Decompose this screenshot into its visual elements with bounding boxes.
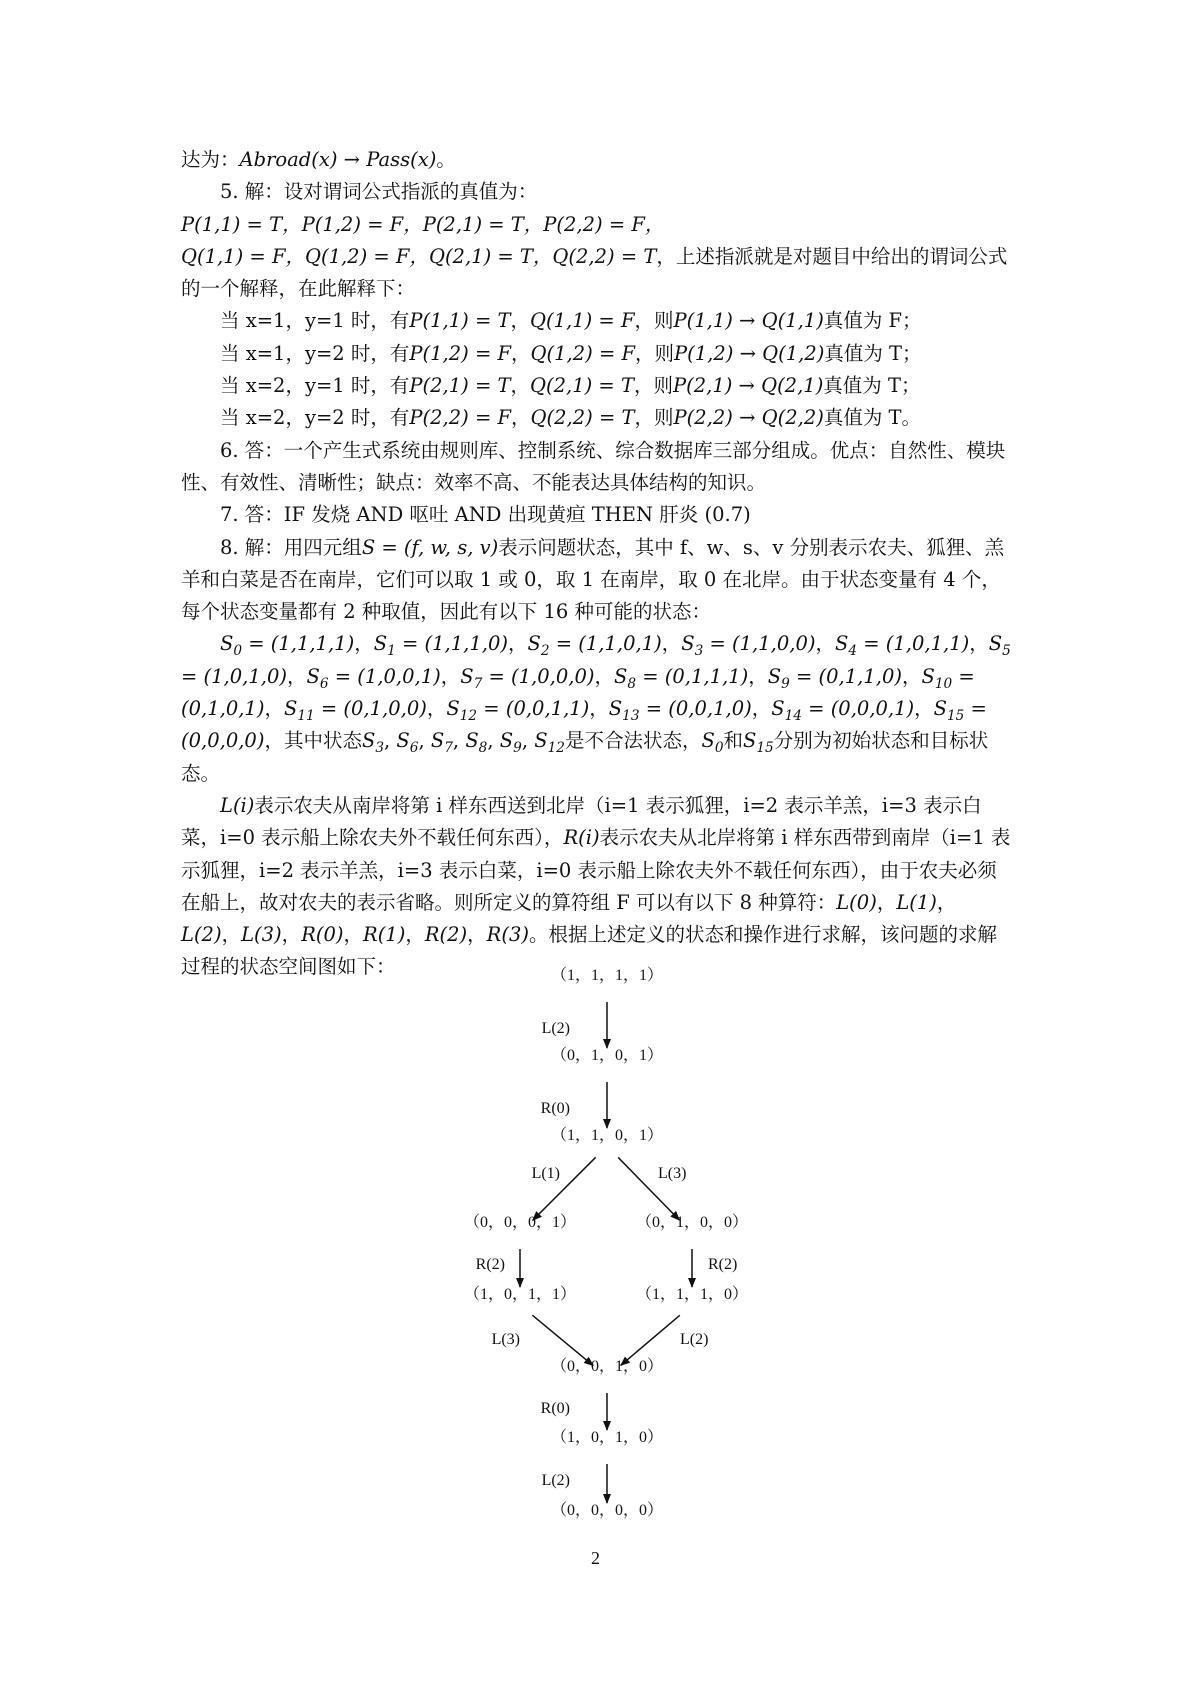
state-index: 13 (622, 707, 640, 724)
operator-item: R(0) (301, 923, 344, 947)
state-value: (0,0,0,1) (830, 697, 915, 721)
operator-item: R(2) (424, 923, 468, 947)
state-index: 10 (934, 675, 953, 692)
state-node: （1，1，1，1） (550, 967, 664, 984)
states-note: 是不合法状态， (564, 729, 702, 753)
paragraph-6: 6. 答：一个产生式系统由规则库、控制系统、综合数据库三部分组成。优点：自然性、模块性、有效性、清晰性；缺点：效率不高、不能表达具体结构的知识。 (181, 438, 1006, 494)
state-symbol: $S_0$ (220, 632, 243, 660)
state-index: 15 (756, 740, 774, 757)
illegal-state: $S_7$ (430, 729, 453, 757)
state-node: （1，0，1，0） (550, 1429, 664, 1446)
case-then: ，则 (633, 374, 673, 398)
case-condition: 当 x=1，y=1 时，有 (220, 309, 410, 333)
state-index: 12 (459, 707, 478, 724)
case-result: 真值为 T； (823, 374, 921, 398)
state-value: (0,0,0,0) (181, 729, 265, 753)
operator-item: L(3) (241, 923, 282, 947)
state-symbol: $S_8$ (614, 664, 637, 692)
operator-label: L(2) (680, 1331, 709, 1348)
illegal-state: $S_6$ (396, 729, 419, 757)
operator-item: L(0) (836, 890, 877, 914)
case-result: 真值为 F； (823, 309, 922, 333)
states-note: ，其中状态 (264, 729, 362, 753)
state-node: （0，0，0，0） (550, 1502, 664, 1519)
state-symbol: $S_{14}$ (771, 697, 802, 724)
state-index: 6 (319, 675, 329, 692)
state-symbol: $S_5$ (988, 632, 1011, 660)
case-then: ，则 (634, 309, 674, 333)
operator-label: L(3) (658, 1165, 687, 1182)
operator-item: L(2) (181, 923, 222, 947)
operator-text: 表示农夫从南岸将第 i 样东西送到北岸（i=1 表示狐狸，i=2 表示羊羔，i=3 表示白菜，i=0 表示船上除农夫外不载任何东西）， (181, 793, 982, 850)
case-condition: 当 x=2，y=1 时，有 (220, 374, 410, 398)
operator-label: L(2) (541, 1020, 570, 1037)
paragraph-7: 7. 答：IF 发烧 AND 呕吐 AND 出现黄疸 THEN 肝炎 (0.7) (220, 503, 751, 527)
state-index: 0 (714, 740, 724, 757)
case-condition: 当 x=1，y=2 时，有 (220, 341, 410, 365)
state-value: (0,0,1,1) (505, 697, 590, 721)
paragraph-8: 8. 解：用四元组S = (f, w, s, v)表示问题状态，其中 f、w、s、v 分别表示农夫、狐狸、羔羊和白菜是否在南岸，它们可以取 1 或 0，取 1 在南岸，取 0 在北岸。由于状态变量有 4 个，每个状态变量都有 2 种取值，因此有以下 16 种可能的状态： (181, 535, 1005, 624)
state-value: (1,1,0,1) (578, 632, 662, 656)
state-index: 5 (1002, 643, 1011, 660)
state-value: (0,1,0,1) (181, 697, 265, 721)
case-line: 当 x=2，y=1 时，有P(2,1) = T，Q(2,1) = T，则P(2,1) → Q(2,1)真值为 T； (220, 374, 921, 398)
state-value: (1,1,1,1) (270, 632, 355, 656)
state-value: (1,0,0,0) (511, 664, 595, 688)
state-index: 12 (547, 740, 565, 757)
state-index: 11 (297, 707, 315, 724)
state-index: 7 (473, 675, 483, 692)
case-q-value: Q(1,1) = F (530, 309, 635, 333)
case-line: 当 x=1，y=2 时，有P(1,2) = F，Q(1,2) = F，则P(1,2) → Q(1,2)真值为 T； (220, 341, 922, 365)
state-node: （0，1，0，1） (550, 1047, 664, 1064)
state-index: 9 (781, 675, 790, 692)
illegal-state: $S_9$ (499, 729, 522, 757)
state-value: (1,1,1,0) (424, 632, 508, 656)
case-implication: P(1,2) → Q(1,2) (674, 341, 825, 365)
states-note: 分别为初始状态和目标状态。 (181, 729, 989, 785)
case-line: 当 x=2，y=2 时，有P(2,2) = F，Q(2,2) = T，则P(2,2) → Q(2,2)真值为 T。 (220, 406, 922, 430)
state-symbol: $S_{11}$ (283, 697, 315, 724)
state-symbol: $S_{13}$ (608, 697, 640, 724)
operator-label: L(2) (541, 1472, 570, 1489)
state-index: 3 (375, 740, 384, 757)
state-symbol: $S_4$ (835, 632, 858, 660)
paragraph-5: 5. 解：设对谓词公式指派的真值为：P(1,1) = T，P(1,2) = F，P(2,1) = T，P(2,2) = F，Q(1,1) = F，Q(1,2) = F，Q(2,1) = T，Q(2,2) = T，上述指派就是对题目中给出的谓词公式的一个解释，在此解释下： (181, 180, 1008, 301)
illegal-state: $S_3$ (361, 729, 384, 757)
state-index: 15 (947, 707, 965, 724)
case-result: 真值为 T； (824, 341, 922, 365)
case-then: ，则 (635, 341, 675, 365)
state-list: $S_0 = (1,1,1,1)$，$S_1 = (1,1,1,0)$，$S_2 = (1,1,0,1)$，$S_3 = (1,1,0,0)$，$S_4 = (1,0,1,1)$，$S_5 = (1,0,1,0)$，$S_6 = (1,0,0,1)$，$S_7 = (1,0,0,0)$，$S_8 = (0,1,1,1)$，$S_9 = (0,1,1,0)$，$S_{10} = (0,1,0,1)$，$S_{11} = (0,1,0,0)$，$S_{12} = (0,0,1,1)$，$S_{13} = (0,0,1,0)$，$S_{14} = (0,0,0,1)$，$S_{15} = (0,0,0,0)$，其中状态$S_3$, $S_6$, $S_7$, $S_8$, $S_9$, $S_{12}$是不合法状态，$S_0$和$S_{15}$分别为初始状态和目标状态。 (181, 632, 1011, 785)
operator-L: L(i) (220, 793, 255, 817)
paragraph-4-end: 达为：Abroad(x) → Pass(x)。 (181, 148, 456, 171)
operator-text: 表示农夫从北岸将第 i 样东西带到南岸（i=1 表示狐狸，i=2 表示羊羔，i=3 表示白菜，i=0 表示船上除农夫外不载任何东西），由于农夫必须在船上，故对农夫的表示省略。则所定义的算符组 F 可以有以下 8 种算符： (181, 826, 1011, 914)
state-symbol: $S_2$ (527, 632, 550, 660)
case-q-value: Q(1,2) = F (530, 341, 636, 365)
state-index: 7 (444, 740, 453, 757)
operator-label: R(0) (540, 1100, 570, 1117)
state-node: （1，1，0，1） (550, 1127, 664, 1144)
state-node: （0，0，1，0） (550, 1358, 664, 1375)
state-symbol: $S_1$ (373, 632, 396, 660)
state-index: 8 (627, 675, 637, 692)
state-index: 8 (478, 740, 488, 757)
case-p-value: P(2,2) = F (409, 406, 512, 430)
state-symbol: $S_9$ (767, 664, 790, 692)
state-symbol: $S_6$ (306, 664, 329, 692)
state-node: （0，0，0，1） (463, 1214, 577, 1231)
case-line: 当 x=1，y=1 时，有P(1,1) = T，Q(1,1) = F，则P(1,1) → Q(1,1)真值为 F； (220, 309, 922, 333)
state-node: （0，1，0，0） (635, 1214, 749, 1231)
illegal-state: $S_{12}$ (534, 729, 565, 757)
state-node: （1，0，1，1） (463, 1286, 577, 1303)
state-node: （1，1，1，0） (635, 1286, 749, 1303)
state-index: 3 (694, 643, 704, 660)
state-index: 14 (784, 707, 802, 724)
state-index: 9 (513, 740, 522, 757)
state-symbol: $S_{12}$ (446, 697, 478, 724)
case-result: 真值为 T。 (823, 406, 922, 430)
case-implication: P(2,2) → Q(2,2) (673, 406, 824, 430)
state-index: 2 (540, 643, 550, 660)
operator-label: R(2) (708, 1256, 738, 1273)
operator-item: R(3) (486, 923, 529, 947)
initial-state: $S_0$ (701, 729, 724, 757)
operator-label: L(1) (531, 1165, 560, 1182)
operator-item: L(1) (896, 890, 937, 914)
case-implication: P(1,1) → Q(1,1) (673, 309, 824, 333)
state-symbol: $S_3$ (681, 632, 704, 660)
state-value: (1,0,0,1) (357, 664, 441, 688)
state-value: (1,0,1,1) (885, 632, 970, 656)
state-symbol: $S_{15}$ (933, 697, 965, 724)
case-implication: P(2,1) → Q(2,1) (673, 374, 824, 398)
operator-label: L(3) (491, 1331, 520, 1348)
operator-R: R(i) (563, 826, 600, 850)
case-q-value: Q(2,1) = T (530, 374, 634, 398)
state-index: 0 (233, 643, 243, 660)
case-p-value: P(1,2) = F (409, 341, 512, 365)
case-p-value: P(2,1) = T (409, 374, 511, 398)
state-symbol: $S_{10}$ (921, 664, 953, 692)
states-note: 和 (723, 729, 744, 753)
state-value: (1,0,1,0) (203, 664, 287, 688)
state-value: (0,0,1,0) (668, 697, 752, 721)
operator-definition: L(i)表示农夫从南岸将第 i 样东西送到北岸（i=1 表示狐狸，i=2 表示羊羔，i=3 表示白菜，i=0 表示船上除农夫外不载任何东西），R(i)表示农夫从北岸将第 i 样东西带到南岸（i=1 表示狐狸，i=2 表示羊羔，i=3 表示白菜，i=0 表示船上除农夫外不载任何东西），由于农夫必须在船上，故对农夫的表示省略。则所定义的算符组 F 可以有以下 8 种算符：L(0)，L(1)，L(2)，L(3)，R(0)，R(1)，R(2)，R(3)。根据上述定义的状态和操作进行求解，该问题的求解过程的状态空间图如下： (181, 793, 1011, 979)
operator-item: R(1) (363, 923, 406, 947)
state-index: 1 (387, 643, 396, 660)
case-then: ，则 (634, 406, 674, 430)
goal-state: $S_{15}$ (743, 729, 774, 757)
state-value: (0,1,1,1) (664, 664, 749, 688)
state-index: 4 (848, 643, 858, 660)
state-value: (0,1,0,0) (343, 697, 427, 721)
operator-text: 。根据上述定义的状态和操作进行求解，该问题的求解过程的状态空间图如下： (181, 923, 997, 979)
operator-label: R(0) (540, 1400, 570, 1417)
state-value: (1,1,0,0) (732, 632, 816, 656)
case-p-value: P(1,1) = T (409, 309, 511, 333)
case-q-value: Q(2,2) = T (530, 406, 635, 430)
operator-label: R(2) (475, 1256, 505, 1273)
illegal-state: $S_8$ (465, 729, 488, 757)
state-symbol: $S_7$ (460, 664, 483, 692)
state-value: (0,1,1,0) (818, 664, 902, 688)
state-index: 6 (409, 740, 419, 757)
case-condition: 当 x=2，y=2 时，有 (220, 406, 410, 430)
page-number: 2 (591, 1548, 600, 1568)
